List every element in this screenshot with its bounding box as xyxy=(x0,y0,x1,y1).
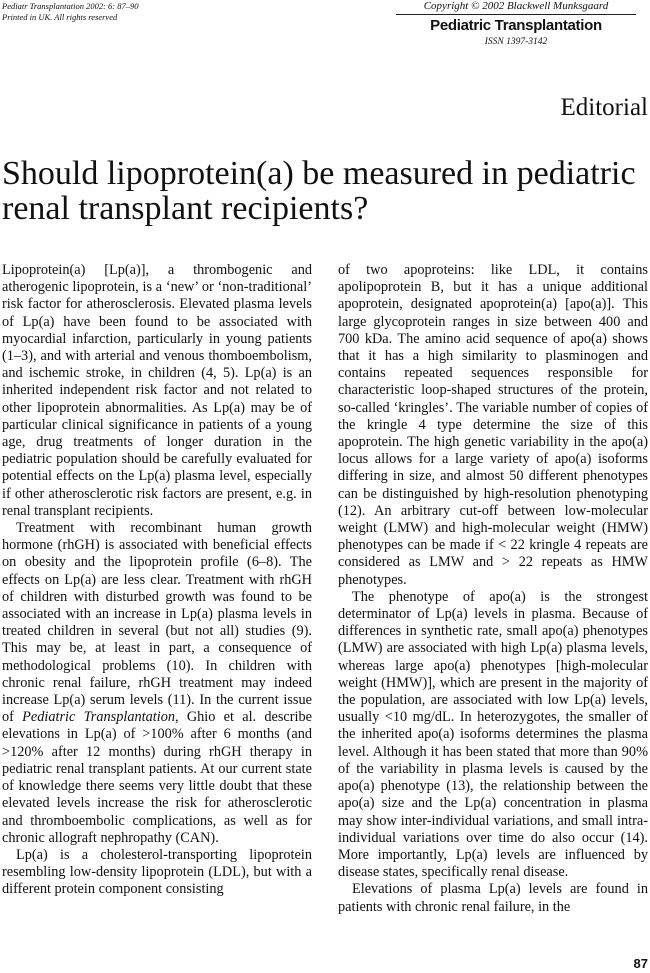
left-column xyxy=(2,262,312,899)
running-header xyxy=(2,1,138,23)
paragraph-rhgh-text-b: , Ghio et al. describe elevations in Lp(a) of >100% after 6 months (and >120% after 12 months) during rhGH therapy in pediatric renal transplant patients. At our current state of knowledge there seems very little doubt that these elevated levels increase the risk for atherosclerotic and thromboembolic complications, as well as for chronic allograft nephropathy (CAN). xyxy=(2,709,312,846)
issn-line: ISSN 1397-3142 xyxy=(484,37,548,47)
paragraph-rhgh xyxy=(2,520,312,847)
journal-masthead xyxy=(396,0,636,48)
section-label: Editorial xyxy=(560,94,648,121)
paragraph-rhgh-text-a: Treatment with recombinant human growth hormone (rhGH) is associated with beneficial effects on obesity and the lipoprotein profile (6–8). The effects on Lp(a) are less clear. Treatment with rhGH of children with disturbed growth was found to be associated with an increase in Lp(a) plasma levels in treated children in several (but not all) studies (9). This may be, at least in part, a consequence of methodological problems (10). In children with chronic renal failure, rhGH treatment may indeed increase Lp(a) serum levels (11). In the current issue of xyxy=(2,520,312,726)
page-number: 87 xyxy=(633,956,648,971)
paragraph-intro: Lipoprotein(a) [Lp(a)], a thrombogenic and atherogenic lipoprotein, is a ‘new’ or ‘non-traditional’ risk factor for atherosclerosis. Elevated plasma levels of Lp(a) have been found to be associated with myocardial infarction, particularly in young patients (1–3), and with arterial and venous thomboembolism, and ischemic stroke, in children (4, 5). Lp(a) is an inherited independent risk factor and not related to other lipoprotein abnormalities. As Lp(a) may be of particular clinical significance in patients of a young age, drug treatments of longer duration in the pediatric population should be carefully evaluated for potential effects on the Lp(a) plasma level, especially if other atherosclerotic risk factors are present, e.g. in renal transplant recipients. xyxy=(2,262,312,519)
printed-line: Printed in UK. All rights reserved xyxy=(2,12,118,22)
right-column xyxy=(338,262,648,916)
paragraph-apoproteins: of two apoproteins: like LDL, it contains apolipoprotein B, but it has a unique additional apoprotein, designated apoprotein(a) [apo(a)]. This large glycoprotein ranges in size between 400 and 700 kDa. The amino acid sequence of apo(a) shows that it has a high similarity to plasminogen and contains repeated sequences responsible for characteristic loop-shaped structures of the protein, so-called ‘kringles’. The variable number of copies of the kringle 4 type determine the size of this apoprotein. The high genetic variability in the apo(a) locus allows for a large variety of apo(a) isoforms differing in size, and almost 50 different phenotypes can be distinguished by high-resolution phenotyping (12). An arbitrary cut-off between low-molecular weight (LMW) and high-molecular weight (HMW) phenotypes can be made if < 22 kringle 4 repeats are considered as LMW and > 22 repeats as HMW phenotypes. xyxy=(338,262,648,588)
copyright-line: Copyright © 2002 Blackwell Munksgaard xyxy=(423,0,609,12)
paragraph-lpa-definition: Lp(a) is a cholesterol-transporting lipoprotein resembling low-density lipoprotein (LDL), but with a different protein component consisting xyxy=(2,846,312,898)
journal-name: Pediatric Transplantation xyxy=(430,17,602,34)
article-title: Should lipoprotein(a) be measured in pediatric renal transplant recipients? xyxy=(2,155,636,227)
paragraph-renal-failure: Elevations of plasma Lp(a) levels are found in patients with chronic renal failure, in the xyxy=(338,881,648,915)
header-rule xyxy=(396,14,636,15)
citation-line: Pediatr Transplantation 2002: 6: 87–90 xyxy=(2,1,139,11)
journal-reference: Pediatric Transplantation xyxy=(22,709,175,726)
paragraph-phenotype: The phenotype of apo(a) is the strongest determinator of Lp(a) levels in plasma. Because of differences in synthetic rate, small apo(a) phenotypes (LMW) are associated with high Lp(a) plasma levels, whereas large apo(a) phenotypes [high-molecular weight (HMW)], which are present in the majority of the population, are associated with low Lp(a) levels, usually <10 mg/dL. In heterozygotes, the smaller of the inherited apo(a) isoforms determines the plasma level. Although it has been stated that more than 90% of the variability in plasma levels is caused by the apo(a) phenotype (13), the relationship between the apo(a) size and the Lp(a) concentration in plasma may show inter-individual variations, and small intra-individual variations over time do also occur (14). More importantly, Lp(a) levels are influenced by disease states, specifically renal disease. xyxy=(338,588,648,881)
